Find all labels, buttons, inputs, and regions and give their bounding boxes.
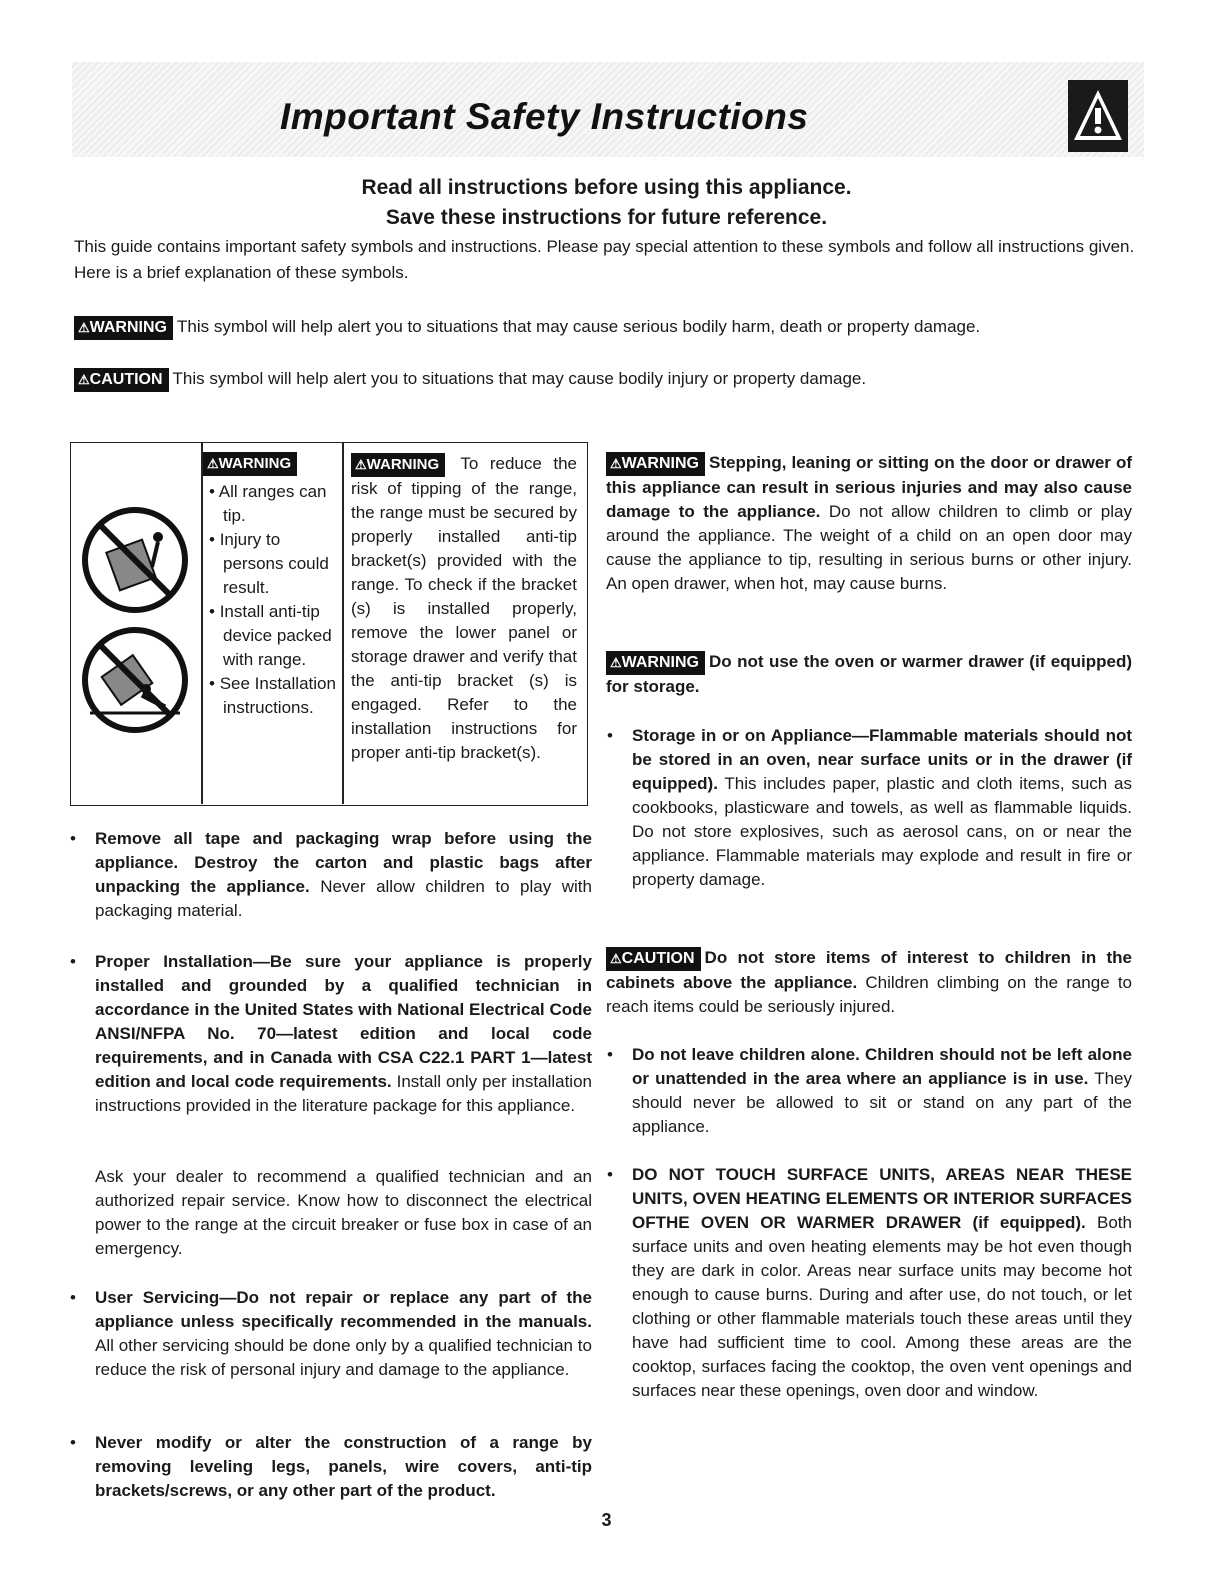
warning-triangle-icon: ⚠ [78, 372, 90, 387]
list-item: • Injury to persons could result. [209, 530, 329, 597]
warning-triangle-icon: ⚠ [610, 655, 622, 670]
page-title: Important Safety Instructions [280, 96, 809, 137]
hot-surfaces-paragraph: DO NOT TOUCH SURFACE UNITS, AREAS NEAR THESE UNITS, OVEN HEATING ELEMENTS OR INTERIOR SURFACES OFTHE OVEN OR WARMER DRAWER (if equipped). Both surface units and oven heating elements may be hot even though they are dark in color. Areas near surface units may become hot enough to cause burns. During and after use, do not touch, or let clothing or other flammable materials touch these areas until they have had sufficient time to cool. Among these areas are the cooktop, surfaces facing the cooktop, the oven vent openings and surfaces near these openings, oven door and window. [632, 1165, 1132, 1400]
modify-paragraph: Never modify or alter the construction of a range by removing leveling legs, panels, wire covers, anti-tip brackets/screws, or any other part of the product. [95, 1433, 592, 1500]
caution-label: ⚠CAUTION [74, 368, 169, 392]
tip-bullet-list [203, 480, 339, 720]
flammable-storage-paragraph: Storage in or on Appliance—Flammable materials should not be stored in an oven, near surface units or in the drawer (if equipped). This includes paper, plastic and cloth items, such as cookbooks, plasticware and towels, as well as flammable liquids. Do not store explosives, such as aerosol cans, on or near the appliance. Flammable materials may explode and result in fire or property damage. [632, 726, 1132, 889]
cabinet-caution-paragraph: ⚠CAUTION Do not store items of interest to children in the cabinets above the appliance. Children climbing on the range to reach items could be seriously injured. [606, 948, 1133, 1016]
tip-right-lead: To reduce [460, 454, 542, 473]
packaging-paragraph: Remove all tape and packaging wrap before using the appliance. Destroy the carton and plastic bags after unpacking the appliance. Never allow children to play with packaging material. [95, 829, 592, 920]
page-number: 3 [601, 1510, 612, 1530]
bullet-dot: • [607, 1045, 613, 1064]
warning-triangle-icon: ⚠ [610, 951, 622, 966]
box-divider [342, 442, 344, 804]
tip-warning-label: ⚠WARNING [203, 452, 297, 476]
range-fallen-icon [80, 625, 190, 735]
list-item: • All ranges can tip. [209, 482, 327, 525]
list-item: • Install anti-tip device packed with range. [209, 602, 332, 669]
door-warning-paragraph: ⚠WARNING Stepping, leaning or sitting on the door or drawer of this appliance can result in serious injuries and may also cause damage to the appliance. Do not allow children to climb or play around the appliance. The weight of a child on an open door may cause the appliance to tip, resulting in serious burns or other injury. An open drawer, when hot, may cause burns. [606, 453, 1132, 593]
warning-triangle-icon: ⚠ [78, 320, 90, 335]
servicing-paragraph: User Servicing—Do not repair or replace any part of the appliance unless specifically recommended in the manuals. All other servicing should be done only by a qualified technician to reduce the risk of personal injury and damage to the appliance. [95, 1288, 592, 1379]
caution-symbol-text: This symbol will help alert you to situations that may cause bodily injury or property damage. [172, 369, 867, 388]
bullet-dot: • [607, 726, 613, 745]
bullet-dot: • [607, 1165, 613, 1184]
children-paragraph: Do not leave children alone. Children should not be left alone or unattended in the area where an appliance is in use. They should never be allowed to sit or stand on any part of the appliance. [632, 1045, 1132, 1136]
tip-right-text: the risk of tipping of the range, the range must be secured by properly installed anti-tip bracket(s) provided with the range. To check if the bracket (s) is installed properly, remove the lower panel or storage drawer and verify that the anti-tip bracket (s) is engaged. Refer to the installation instructions for proper anti-tip bracket(s). [351, 454, 577, 762]
bullet-dot: • [70, 1433, 76, 1452]
dealer-paragraph: Ask your dealer to recommend a qualified technician and an authorized repair service. Know how to disconnect the electrical power to the range at the circuit breaker or fuse box in case of an emergency. [95, 1167, 592, 1258]
tip-box-left-column [203, 452, 339, 720]
warning-triangle-icon: ⚠ [207, 456, 219, 471]
warning-label: ⚠WARNING [606, 452, 705, 476]
bullet-dot: • [70, 829, 76, 848]
warning-triangle-icon: ⚠ [610, 456, 622, 471]
caution-symbol-row [74, 367, 866, 392]
list-item: • See Installation instructions. [209, 674, 336, 717]
tip-warning-label: ⚠WARNING [351, 453, 445, 477]
read-instructions-heading: Read all instructions before using this appliance. [361, 176, 852, 199]
warning-symbol-row [74, 315, 980, 340]
warning-triangle-icon [1068, 80, 1128, 152]
range-tipping-icon [80, 505, 190, 615]
storage-warning-paragraph: ⚠WARNING Do not use the oven or warmer drawer (if equipped) for storage. [606, 652, 1132, 696]
warning-triangle-icon: ⚠ [355, 457, 367, 472]
intro-paragraph: This guide contains important safety symbols and instructions. Please pay special attention to these symbols and follow all instructions given. Here is a brief explanation of these symbols. [74, 237, 1135, 282]
installation-paragraph: Proper Installation—Be sure your appliance is properly installed and grounded by a qualified technician in accordance in the United States with National Electrical Code ANSI/NFPA No. 70—latest edition and local code requirements, and in Canada with CSA C22.1 PART 1—latest edition and local code requirements. Install only per installation instructions provided in the literature package for this appliance. [95, 952, 592, 1115]
tip-box-right-column [351, 452, 577, 765]
warning-label: ⚠WARNING [74, 316, 173, 340]
caution-label: ⚠CAUTION [606, 947, 701, 971]
bullet-dot: • [70, 1288, 76, 1307]
save-instructions-heading: Save these instructions for future reference. [385, 206, 828, 229]
warning-symbol-text: This symbol will help alert you to situations that may cause serious bodily harm, death or property damage. [176, 317, 981, 336]
bullet-dot: • [70, 952, 76, 971]
warning-label: ⚠WARNING [606, 651, 705, 675]
